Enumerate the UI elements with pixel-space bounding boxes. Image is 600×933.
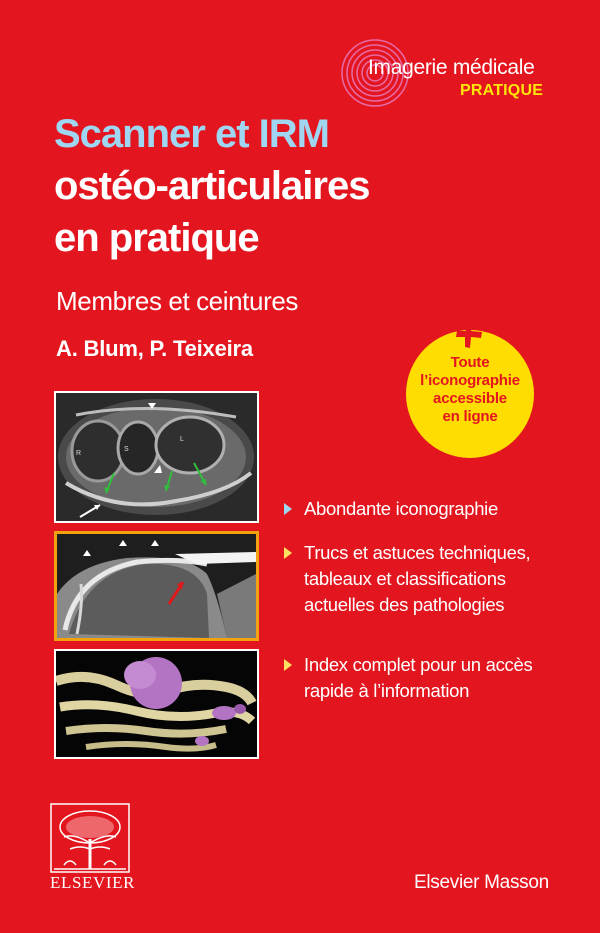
triangle-arrow-icon xyxy=(284,659,292,671)
title-line-1: Scanner et IRM xyxy=(54,112,329,156)
series-name: Imagerie médicale xyxy=(368,56,535,79)
publisher-name: Elsevier Masson xyxy=(414,872,549,893)
mri-wrist-image xyxy=(54,391,259,523)
elsevier-tree-logo xyxy=(50,803,130,873)
title-line-3: en pratique xyxy=(54,216,259,260)
feature-item-2 xyxy=(284,540,530,618)
3d-foot-image xyxy=(54,649,259,759)
badge-line: Toute xyxy=(450,354,490,371)
feature-line: rapide à l’information xyxy=(304,680,470,701)
triangle-arrow-icon xyxy=(284,547,292,559)
title-line-2: ostéo-articulaires xyxy=(54,164,370,208)
badge-line: en ligne xyxy=(442,408,498,425)
triangle-arrow-icon xyxy=(284,503,292,515)
feature-line: actuelles des pathologies xyxy=(304,594,505,615)
ct-joint-image xyxy=(54,531,259,641)
authors: A. Blum, P. Teixeira xyxy=(56,336,253,361)
series-subname: PRATIQUE xyxy=(460,82,544,99)
feature-line: Abondante iconographie xyxy=(304,498,498,519)
feature-line: tableaux et classifications xyxy=(304,568,506,589)
image-label-s: S xyxy=(124,446,129,453)
image-label-r: R xyxy=(76,450,82,457)
online-access-badge xyxy=(406,330,534,458)
plus-cross-icon xyxy=(454,320,484,350)
feature-item-3 xyxy=(284,652,532,704)
badge-line: accessible xyxy=(433,390,507,407)
elsevier-wordmark: ELSEVIER xyxy=(50,873,136,892)
feature-item-1 xyxy=(284,496,498,522)
feature-line: Index complet pour un accès xyxy=(304,654,533,675)
subtitle: Membres et ceintures xyxy=(56,286,298,316)
badge-line: l’iconographie xyxy=(420,372,520,389)
feature-line: Trucs et astuces techniques, xyxy=(304,542,531,563)
badge-text xyxy=(406,354,534,426)
image-label-l: L xyxy=(180,436,184,443)
